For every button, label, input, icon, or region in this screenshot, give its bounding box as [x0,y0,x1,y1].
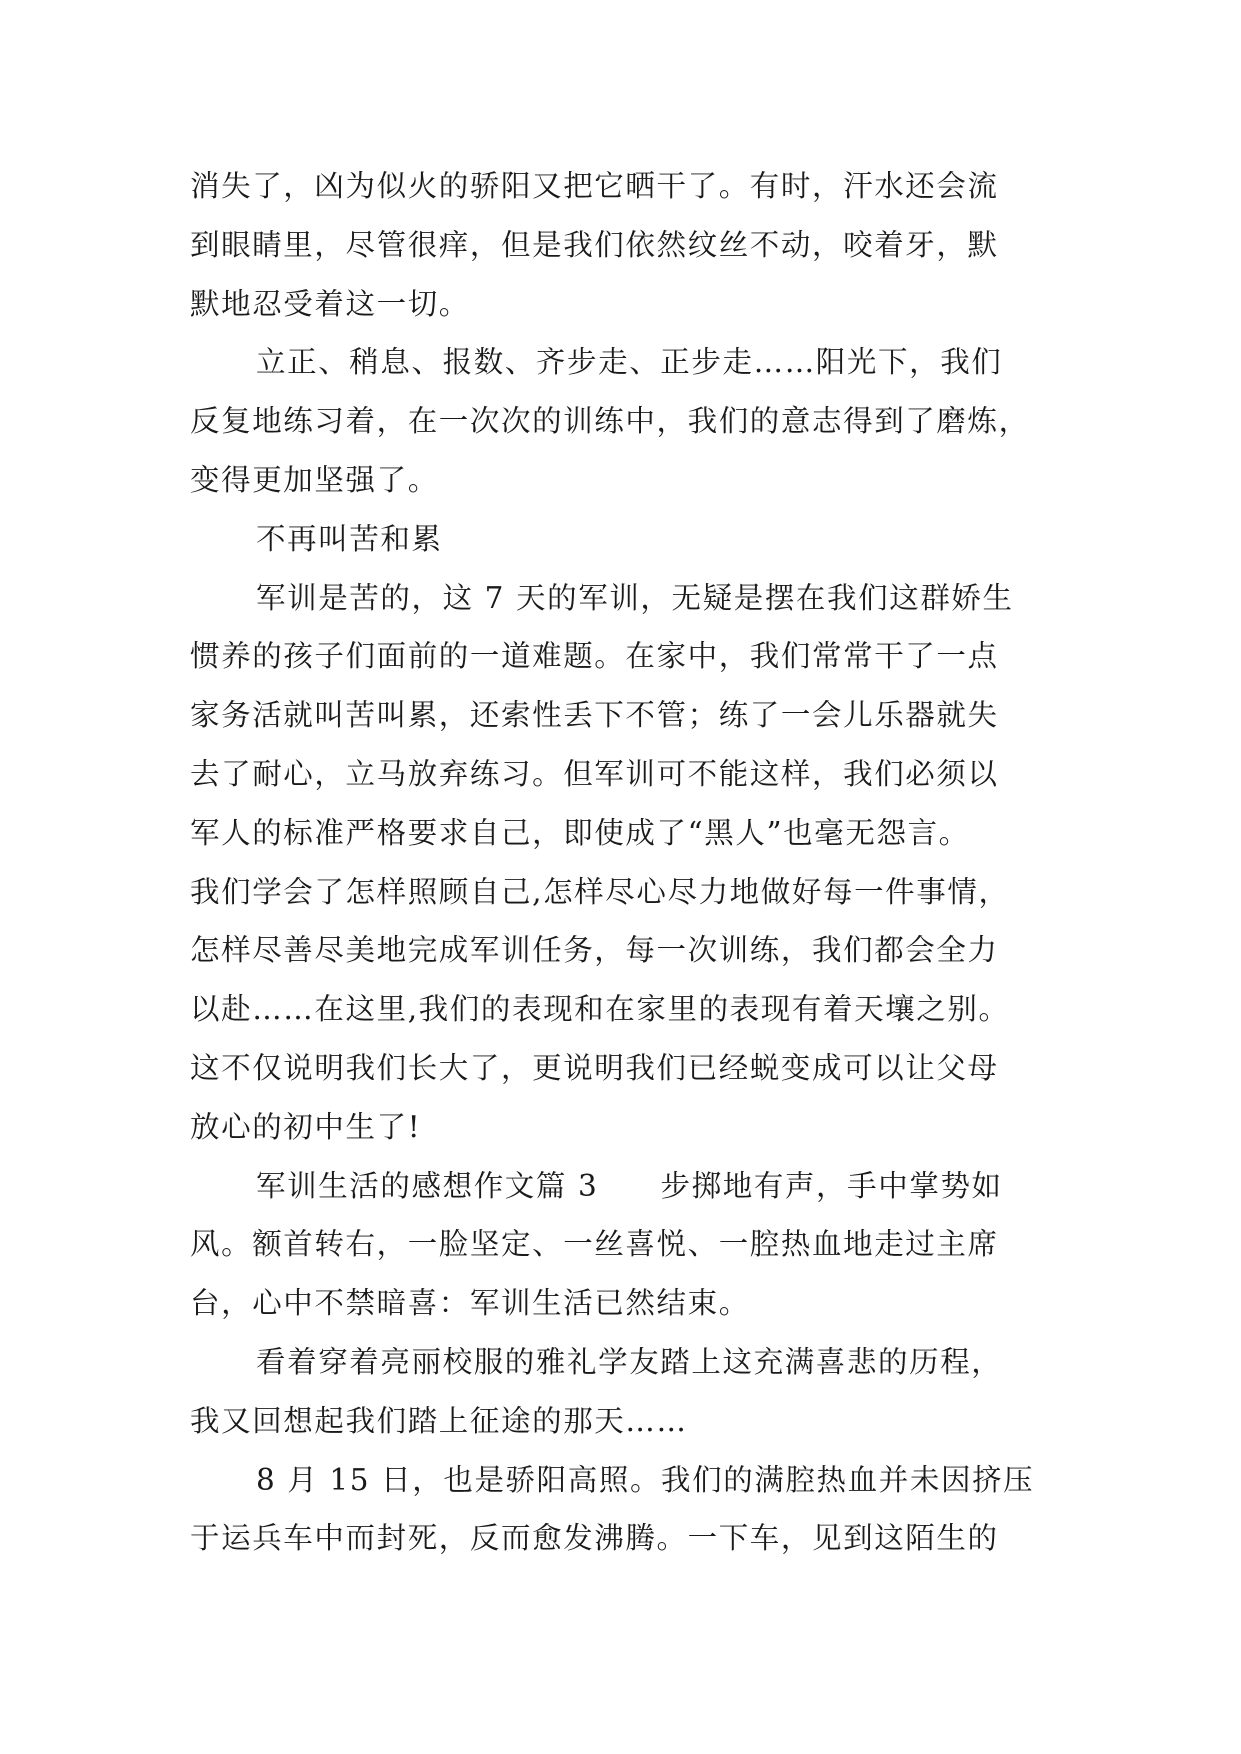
paragraph-start-line: 军训是苦的，这 7 天的军训，无疑是摆在我们这群娇生 [256,580,1014,615]
text-line: 风。额首转右，一脸坚定、一丝喜悦、一腔热血地走过主席 [190,1227,999,1262]
text-line: 去了耐心，立马放弃练习。但军训可不能这样，我们必须以 [190,756,999,791]
text-line: 默地忍受着这一切。 [190,286,470,321]
document-body [190,157,1050,1568]
text-line: 家务活就叫苦叫累，还索性丢下不管；练了一会儿乐器就失 [190,698,999,733]
text-line: 这不仅说明我们长大了，更说明我们已经蜕变成可以让父母 [190,1050,999,1085]
text-line: 放心的初中生了! [190,1109,422,1144]
text-line: 军人的标准严格要求自己，即使成了“黑人”也毫无怨言。 [190,815,970,850]
text-line: 台，心中不禁暗喜：军训生活已然结束。 [190,1286,750,1321]
text-line: 我又回想起我们踏上征途的那天…… [190,1403,688,1438]
paragraph-start-line: 立正、稍息、报数、齐步走、正步走……阳光下，我们 [256,345,1003,380]
essay-title-line: 军训生活的感想作文篇 3 步掷地有声，手中掌势如 [256,1168,1003,1203]
text-line: 于运兵车中而封死，反而愈发沸腾。一下车，见到这陌生的 [190,1521,999,1556]
text-line: 变得更加坚强了。 [190,462,439,497]
text-line: 消失了，凶为似火的骄阳又把它晒干了。有时，汗水还会流 [190,169,999,203]
section-heading: 不再叫苦和累 [256,521,443,556]
paragraph-start-line: 8 月 15 日，也是骄阳高照。我们的满腔热血并未因挤压 [256,1462,1035,1497]
text-line: 惯养的孩子们面前的一道难题。在家中，我们常常干了一点 [190,639,999,674]
text-line: 我们学会了怎样照顾自己,怎样尽心尽力地做好每一件事情， [190,874,1010,909]
text-line: 怎样尽善尽美地完成军训任务，每一次训练，我们都会全力 [190,933,999,968]
paragraph-start-line: 看着穿着亮丽校服的雅礼学友踏上这充满喜悲的历程， [256,1344,1003,1379]
text-line: 以赴……在这里,我们的表现和在家里的表现有着天壤之别。 [190,992,1010,1027]
text-line: 反复地练习着，在一次次的训练中，我们的意志得到了磨炼， [190,404,1030,439]
text-line: 到眼睛里，尽管很痒，但是我们依然纹丝不动，咬着牙，默 [190,227,999,262]
